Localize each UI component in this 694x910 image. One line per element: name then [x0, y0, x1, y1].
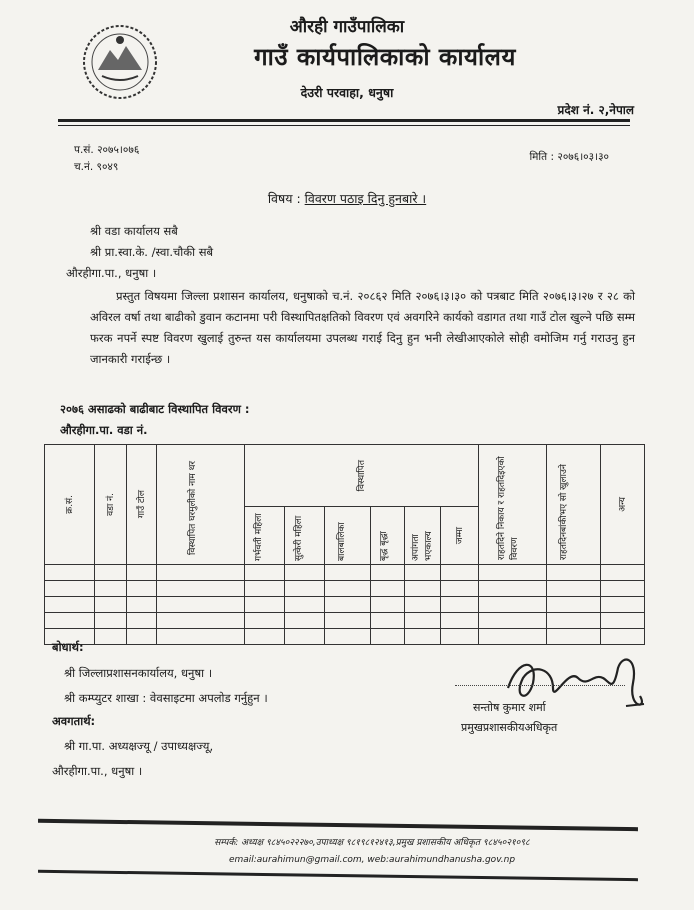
letter-reference-number: प.सं. २०७५।०७६ — [74, 144, 140, 156]
table-title: २०७६ असाढको बाढीबाट विस्थापित विवरण : — [60, 402, 250, 416]
subject-text: विवरण पठाइ दिनु हुनबारे । — [304, 191, 427, 206]
footer-divider — [38, 819, 638, 831]
footer-email-web: email:aurahimun@gmail.com, web:aurahimundhanusha.gov.np — [228, 855, 516, 865]
table-row — [45, 581, 645, 597]
office-location: देउरी परवाहा, धनुषा — [300, 85, 394, 100]
col-disabled: अपांगता भएकाल्य — [410, 530, 434, 561]
col-sn: क्र.सं. — [65, 495, 75, 514]
addressee-line: श्री वडा कार्यालय सबै — [90, 224, 178, 238]
cc-item: श्री कम्प्युटर शाखा : वेवसाइटमा अपलोड गर्नुहुन । — [64, 691, 268, 705]
info-item: श्री गा.पा. अध्यक्षज्यू / उपाध्यक्षज्यू, — [64, 739, 214, 753]
info-label: अवगतार्थ: — [52, 714, 96, 728]
table-row — [45, 597, 645, 613]
col-relief-needed: राहतदिनबांकीभए सो खुलाउने — [558, 463, 569, 560]
col-pregnant: गर्भवती महिला — [253, 512, 264, 561]
subject-prefix: विषय : — [267, 191, 305, 206]
signature-line — [455, 685, 625, 686]
info-item: औरहीगा.पा., धनुषा । — [52, 764, 143, 778]
office-title: गाउँ कार्यपालिकाको कार्यालय — [254, 43, 516, 71]
cc-item: श्री जिल्लाप्रशासनकार्यालय, धनुषा । — [64, 666, 213, 680]
letter-body: प्रस्तुत विषयमा जिल्ला प्रशासन कार्यालय, धनुषाको च.नं. २०८६२ मिति २०७६।३।३० को पत्रबाट मिति २०७६।३।२७ र २८ को अविरल वर्षा तथा बाढीको डुवान कटानमा परी विस्थापितक्षतिको विवरण एवं अवगरिने कार्यको वडागत तथा गाउँ टोल खुल्ने पछि सम्म फरक नपर्ने स्पष्ट विवरण खुलाई तुरुन्त यस कार्यालयमा उपलब्ध गराई दिनु हुन भनी लेखीआएकोले सोही वमोजिम गर्नु गराउनु हुन जानकारी गराईन्छ । — [90, 289, 635, 366]
addressee-line: औरहीगा.पा., धनुषा । — [66, 266, 157, 280]
province-label: प्रदेश नं. २,नेपाल — [557, 103, 634, 117]
col-elderly: बृद्ध बृद्धा — [378, 530, 389, 561]
dispatch-number: च.नं. ९०४९ — [74, 161, 119, 173]
table-row — [45, 613, 645, 629]
cc-label: बोधार्थ: — [52, 640, 84, 654]
table-row — [45, 629, 645, 645]
col-children: बालबालिका — [336, 521, 347, 561]
table-row — [45, 565, 645, 581]
signatory-title: प्रमुखप्रशासकीयअधिकृत — [461, 721, 558, 734]
letter-date: मिति : २०७६।०३।३० — [529, 151, 609, 163]
footer-contact: सम्पर्क: अध्यक्ष ९८४५०२२२७०,उपाध्यक्ष ९८१९८१२४१३,प्रमुख प्रशासकीय अधिकृत ९८४५०२१०९८ — [214, 838, 530, 848]
ward-label: औरहीगा.पा. वडा नं. — [60, 423, 148, 437]
col-lactating: सुत्केरी महिला — [293, 515, 304, 561]
displacement-table — [44, 444, 645, 645]
col-tole: गाउँ टोल — [137, 490, 147, 519]
header-divider — [58, 119, 630, 122]
letter-subject — [0, 190, 694, 207]
col-displaced: विस्थापित — [357, 459, 368, 492]
header-divider-thin — [58, 125, 630, 126]
col-household: विस्थापित घरमुलीको नाम थर — [187, 460, 198, 555]
municipality-name: औरही गाउँपालिका — [289, 17, 405, 37]
footer-divider-bottom — [38, 870, 638, 881]
col-relief-agency: राहतदिने निकाय र राहतदिइएको विवरण — [496, 455, 520, 560]
col-ward: वडा नं. — [106, 493, 116, 516]
addressee-line: श्री प्रा.स्वा.के. /स्वा.चौकी सबै — [90, 245, 214, 259]
col-other: अन्य — [618, 497, 629, 512]
signatory-name: सन्तोष कुमार शर्मा — [473, 701, 546, 714]
col-total: जम्मा — [455, 526, 466, 545]
